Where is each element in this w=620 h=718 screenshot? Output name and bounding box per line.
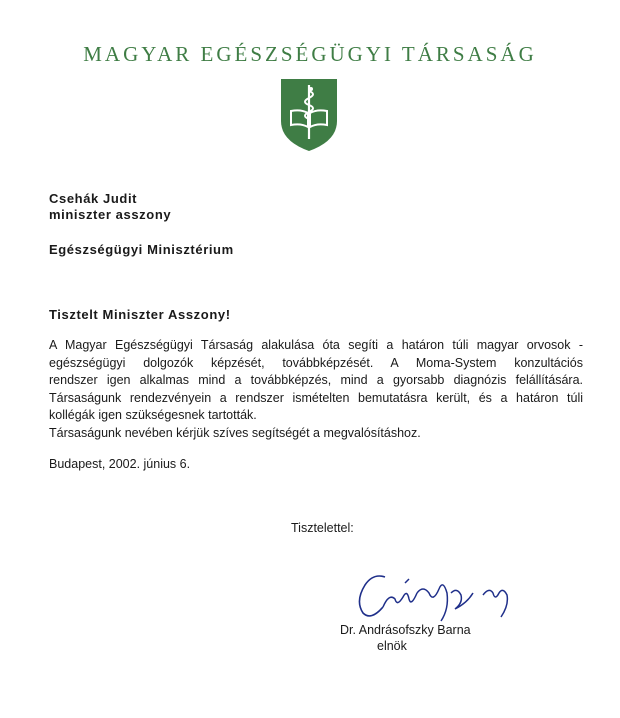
body-line: egészségügyi dolgozók képzését, továbbképzését. A Moma-System konzultációs: [49, 355, 583, 370]
body-line: A Magyar Egészségügyi Társaság alakulása óta segíti a határon túli magyar orvosok -: [49, 338, 583, 352]
letter-date: Budapest, 2002. június 6.: [49, 457, 191, 471]
body-line: rendszer igen alkalmas mind a továbbképzés, mind a gyorsabb diagnózis felállítására.: [49, 373, 583, 387]
body-line: Társaságunk rendezvényein a rendszer ismételten bemutatásra került, és a határon túli: [49, 390, 583, 405]
letterhead-organization: MAGYAR EGÉSZSÉGÜGYI TÁRSASÁG: [83, 42, 537, 66]
body-line: Társaságunk nevében kérjük szíves segítségét a megvalósításhoz.: [49, 425, 421, 440]
signer-name: Dr. Andrásofszky Barna: [340, 623, 471, 637]
body-line: kollégák igen szükségesnek tartották.: [49, 408, 257, 422]
salutation: Tisztelt Miniszter Asszony!: [49, 307, 231, 322]
recipient-title: miniszter asszony: [49, 207, 172, 222]
letter-body: [49, 337, 583, 442]
signature-icon: [343, 563, 518, 625]
recipient-name: Csehák Judit: [49, 191, 138, 206]
shield-emblem-icon: [279, 77, 339, 153]
closing-phrase: Tisztelettel:: [291, 521, 354, 535]
recipient-block: [49, 191, 171, 223]
signer-title: elnök: [377, 639, 407, 653]
recipient-ministry: Egészségügyi Minisztérium: [49, 242, 234, 257]
